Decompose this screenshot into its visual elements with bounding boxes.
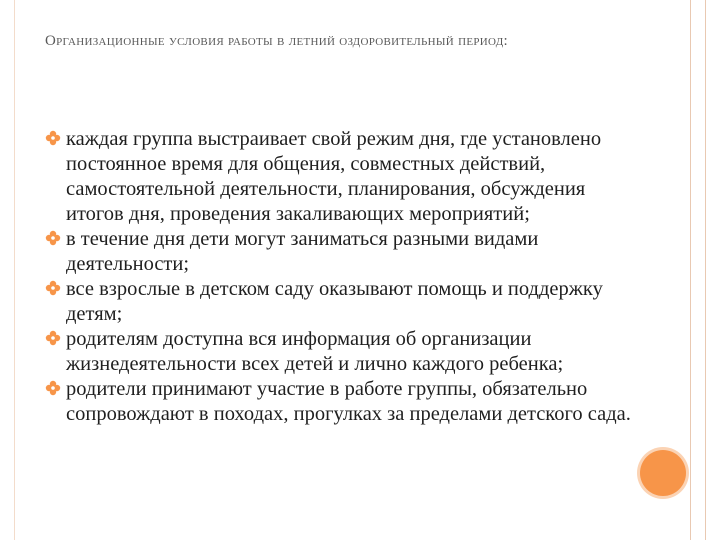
list-item-text: родителям доступна вся информация об организации жизнедеятельности всех детей и лично каждого ребенка; [66,328,564,375]
list-item [45,127,635,227]
left-frame-line [14,0,15,540]
flower-icon [45,130,61,146]
list-item [45,327,635,377]
flower-icon [45,330,61,346]
list-item-text: родители принимают участие в работе группы, обязательно сопровождают в походах, прогулках за пределами детского сада. [66,378,631,425]
slide-title: Организационные условия работы в летний оздоровительный период: [45,33,508,49]
list-item [45,227,635,277]
list-item-text: каждая группа выстраивает свой режим дня, где установлено постоянное время для общения, совместных действий, самостоятельной деятельности, планирования, обсуждения итогов дня, проведения закаливающих мероприятий; [66,128,602,225]
bullet-list [45,127,635,427]
list-item-text: все взрослые в детском саду оказывают помощь и поддержку детям; [66,278,603,325]
list-item [45,277,635,327]
flower-icon [45,380,61,396]
right-frame-line [690,0,691,540]
right-frame-inner-line [705,0,706,540]
flower-icon [45,230,61,246]
flower-icon [45,280,61,296]
decorative-circle [640,450,686,496]
list-item [45,377,635,427]
list-item-text: в течение дня дети могут заниматься разными видами деятельности; [66,228,539,275]
